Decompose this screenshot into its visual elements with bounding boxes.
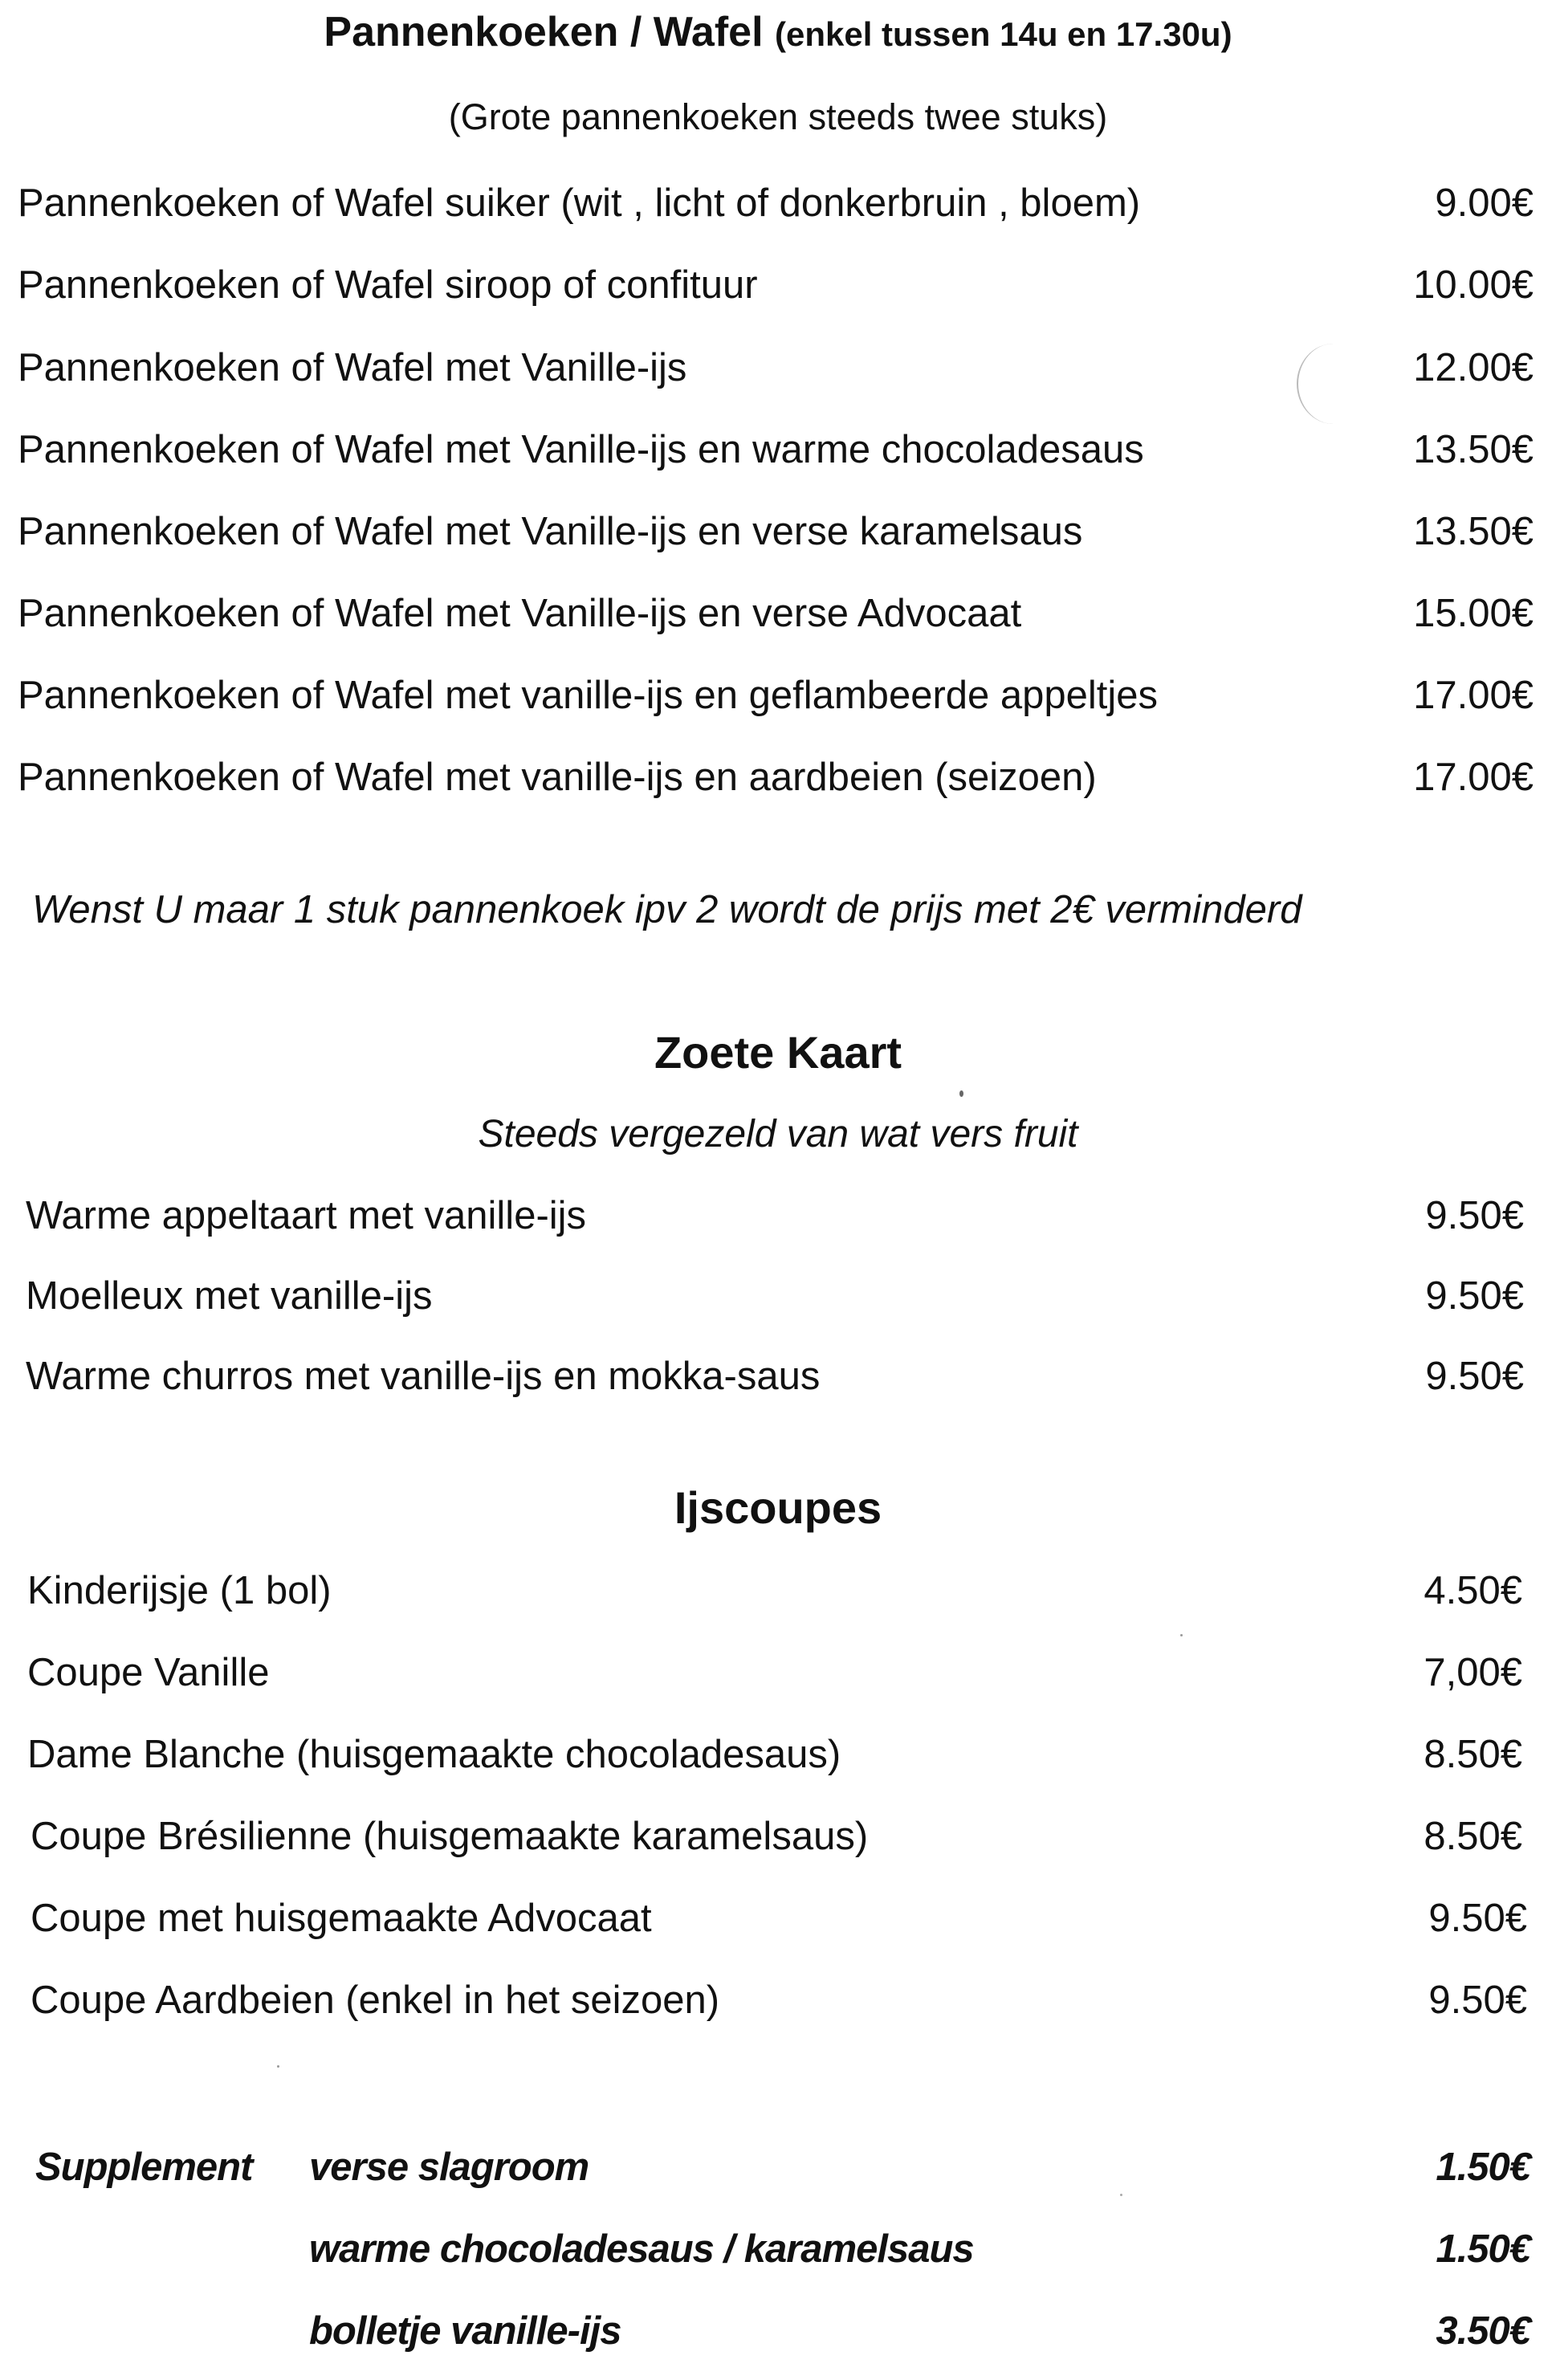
item-name: Coupe Vanille	[27, 1651, 270, 1694]
item-price: 9.50€	[1425, 1194, 1524, 1237]
supplement-row	[0, 2145, 1556, 2209]
item-name: Pannenkoeken of Wafel met Vanille-ijs en warme chocoladesaus	[18, 428, 1144, 471]
menu-item	[0, 509, 1556, 573]
supplement-price: 1.50€	[1436, 2146, 1530, 2189]
item-name: Coupe met huisgemaakte Advocaat	[31, 1897, 652, 1940]
item-name: Kinderijsje (1 bol)	[27, 1569, 332, 1612]
item-price: 17.00€	[1413, 756, 1534, 799]
supplement-name: warme chocoladesaus / karamelsaus	[309, 2227, 974, 2271]
item-price: 17.00€	[1413, 674, 1534, 717]
item-name: Coupe Brésilienne (huisgemaakte karamelsaus)	[31, 1815, 869, 1858]
menu-item	[0, 427, 1556, 491]
menu-item	[0, 1732, 1556, 1796]
item-name: Pannenkoeken of Wafel suiker (wit , licht of donkerbruin , bloem)	[18, 181, 1141, 225]
section-subtitle: Steeds vergezeld van wat vers fruit	[478, 1113, 1078, 1155]
supplement-price: 1.50€	[1436, 2227, 1530, 2271]
supplement-name: bolletje vanille-ijs	[309, 2309, 621, 2353]
item-name: Pannenkoeken of Wafel siroop of confituur	[18, 263, 758, 307]
item-price: 8.50€	[1424, 1733, 1522, 1776]
item-price: 7,00€	[1424, 1651, 1522, 1694]
menu-item	[0, 1650, 1556, 1714]
menu-item	[0, 673, 1556, 737]
menu-item	[0, 591, 1556, 655]
item-name: Pannenkoeken of Wafel met vanille-ijs en geflambeerde appeltjes	[18, 674, 1159, 717]
item-price: 12.00€	[1413, 346, 1534, 389]
menu-item	[0, 1896, 1556, 1960]
item-price: 8.50€	[1424, 1815, 1522, 1858]
supplement-price: 3.50€	[1436, 2309, 1530, 2353]
item-price: 13.50€	[1413, 428, 1534, 471]
item-price: 9.50€	[1428, 1979, 1527, 2022]
scan-speck	[1180, 1634, 1183, 1636]
item-name: Pannenkoeken of Wafel met Vanille-ijs	[18, 346, 687, 389]
menu-item	[0, 755, 1556, 819]
item-price: 10.00€	[1413, 263, 1534, 307]
title-text: Pannenkoeken / Wafel	[324, 9, 764, 55]
page-title	[0, 8, 1556, 56]
menu-item	[0, 1274, 1556, 1338]
single-pancake-note: Wenst U maar 1 stuk pannenkoek ipv 2 wordt de prijs met 2€ verminderd	[32, 888, 1302, 931]
item-name: Pannenkoeken of Wafel met vanille-ijs en aardbeien (seizoen)	[18, 756, 1097, 799]
menu-item	[0, 1193, 1556, 1257]
section-title-zoete-kaart: Zoete Kaart	[654, 1027, 902, 1078]
scan-speck	[959, 1090, 963, 1097]
item-name: Moelleux met vanille-ijs	[26, 1274, 433, 1318]
item-price: 9.50€	[1425, 1274, 1524, 1318]
supplement-row	[0, 2309, 1556, 2373]
page-subtitle: (Grote pannenkoeken steeds twee stuks)	[448, 96, 1108, 137]
menu-item	[0, 1568, 1556, 1632]
item-name: Dame Blanche (huisgemaakte chocoladesaus)	[27, 1733, 841, 1776]
menu-item	[0, 1978, 1556, 2042]
item-name: Coupe Aardbeien (enkel in het seizoen)	[31, 1979, 720, 2022]
item-price: 13.50€	[1413, 510, 1534, 553]
supplement-name: verse slagroom	[309, 2146, 589, 2189]
scan-speck	[277, 2065, 279, 2068]
item-price: 15.00€	[1413, 592, 1534, 635]
menu-item	[0, 181, 1556, 245]
menu-item	[0, 263, 1556, 327]
title-note: (enkel tussen 14u en 17.30u)	[775, 15, 1232, 53]
scan-mark	[1297, 344, 1371, 424]
scan-speck	[1120, 2194, 1122, 2196]
menu-item	[0, 1814, 1556, 1878]
item-price: 9.50€	[1425, 1355, 1524, 1398]
item-price: 9.00€	[1435, 181, 1534, 225]
supplement-label: Supplement	[35, 2146, 253, 2189]
item-name: Pannenkoeken of Wafel met Vanille-ijs en verse Advocaat	[18, 592, 1022, 635]
menu-item	[0, 1354, 1556, 1418]
item-name: Warme appeltaart met vanille-ijs	[26, 1194, 587, 1237]
item-price: 9.50€	[1428, 1897, 1527, 1940]
item-name: Warme churros met vanille-ijs en mokka-saus	[26, 1355, 821, 1398]
item-price: 4.50€	[1424, 1569, 1522, 1612]
item-name: Pannenkoeken of Wafel met Vanille-ijs en verse karamelsaus	[18, 510, 1083, 553]
section-title-ijscoupes: Ijscoupes	[674, 1482, 882, 1533]
supplement-row	[0, 2227, 1556, 2291]
